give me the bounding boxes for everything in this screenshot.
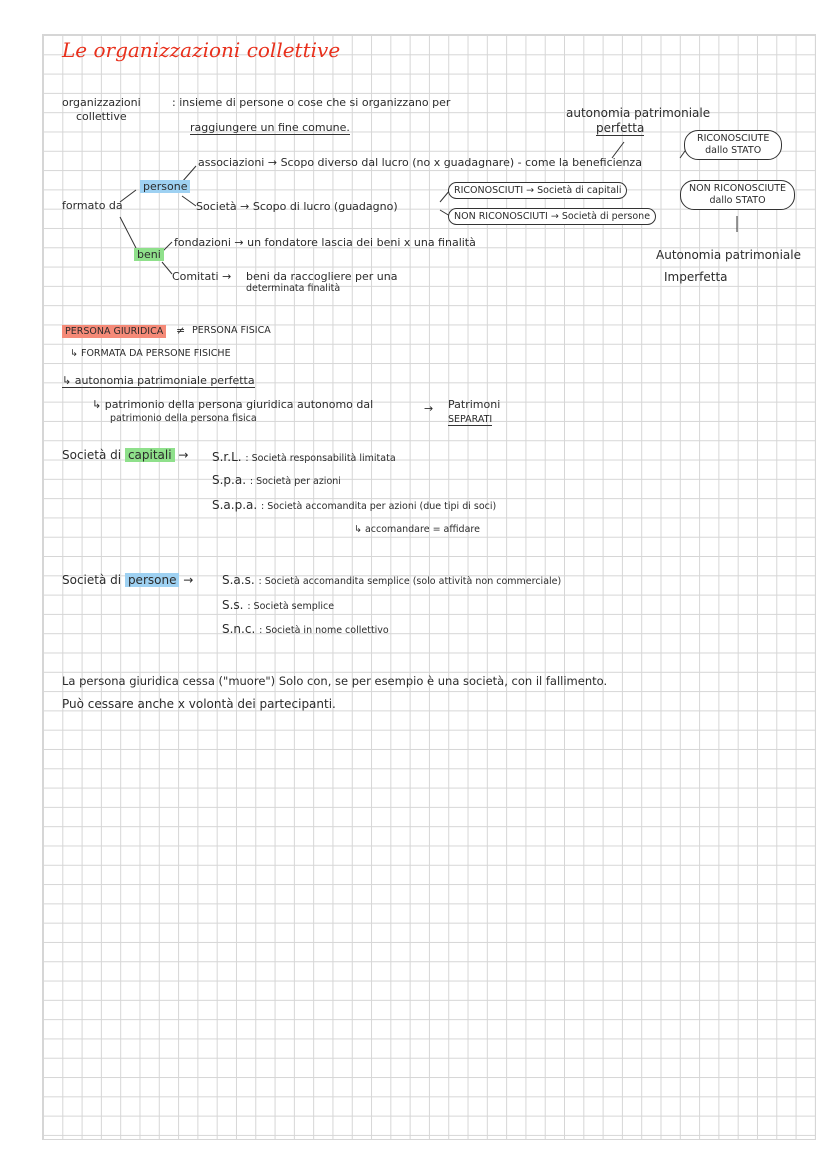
persone-item-1 (222, 573, 561, 587)
riconosciute-line2: dallo STATO (705, 145, 762, 156)
patrimoni-line1: Patrimoni (448, 398, 501, 411)
persone-item-1-abbr: S.a.s. (222, 573, 255, 587)
capitali-item-2-text: : Società per azioni (249, 476, 341, 487)
definition-text-line2: raggiungere un fine comune. (190, 121, 350, 134)
capitali-item-3 (212, 498, 496, 512)
definition-term-line2: collettive (76, 110, 127, 123)
comitati-text-line2: determinata finalità (246, 283, 341, 294)
definition-term-line1: organizzazioni (62, 96, 141, 109)
page-title: Le organizzazioni collettive (62, 38, 341, 62)
capitali-item-1-abbr: S.r.L. (212, 450, 242, 464)
riconosciuti-box: RICONOSCIUTI → Società di capitali (448, 182, 627, 199)
persone-arrow: → (183, 573, 194, 587)
patrimoni-arrow: → (424, 402, 434, 415)
formata-da-persone: ↳ FORMATA DA PERSONE FISICHE (70, 348, 231, 359)
capitali-arrow: → (178, 448, 189, 462)
capitali-item-3-text: : Società accomandita per azioni (due tipi di soci) (261, 501, 497, 512)
patrimonio-line2: patrimonio della persona fisica (110, 413, 257, 424)
capitali-highlight: capitali (125, 448, 175, 462)
fondazioni-text: fondazioni → un fondatore lascia dei beni x una finalità (174, 236, 476, 249)
non-riconosciuti-box: NON RICONOSCIUTI → Società di persone (448, 208, 656, 225)
persone-item-2-text: : Società semplice (247, 601, 335, 612)
persone-highlight: persone (125, 573, 180, 587)
definition-text-line1: : insieme di persone o cose che si organizzano per (172, 96, 451, 109)
persone-item-1-text: : Società accomandita semplice (solo attività non commerciale) (258, 576, 562, 587)
societa-persone-heading (62, 573, 193, 587)
autonomia-perfetta-note: ↳ autonomia patrimoniale perfetta (62, 374, 255, 387)
persone-item-3 (222, 622, 389, 636)
comitati-label: Comitati → (172, 270, 232, 283)
ending-line2: Può cessare anche x volontà dei partecipanti. (62, 697, 336, 711)
non-riconosciute-line2: dallo STATO (709, 195, 766, 206)
capitali-prefix: Società di (62, 448, 122, 462)
associazioni-text: associazioni → Scopo diverso dal lucro (no x guadagnare) - come la beneficienza (198, 156, 642, 169)
non-riconosciute-line1: NON RICONOSCIUTE (689, 183, 787, 194)
persone-item-2 (222, 598, 334, 612)
riconosciute-box (684, 130, 782, 160)
ending-line1: La persona giuridica cessa ("muore") Solo con, se per esempio è una società, con il fallimento. (62, 674, 608, 688)
capitali-item-3-abbr: S.a.p.a. (212, 498, 258, 512)
persone-item-3-text: : Società in nome collettivo (259, 625, 389, 636)
riconosciute-line1: RICONOSCIUTE (697, 133, 770, 144)
persone-prefix: Società di (62, 573, 122, 587)
persone-item-3-abbr: S.n.c. (222, 622, 256, 636)
persona-giuridica-label: PERSONA GIURIDICA (62, 325, 166, 338)
capitali-item-1-text: : Società responsabilità limitata (245, 453, 396, 464)
formato-da-label: formato da (62, 199, 123, 212)
autonomia-perfetta-line1: autonomia patrimoniale (566, 106, 711, 120)
persone-item-2-abbr: S.s. (222, 598, 244, 612)
capitali-item-2-abbr: S.p.a. (212, 473, 247, 487)
autonomia-imperfetta-line1: Autonomia patrimoniale (656, 248, 801, 262)
autonomia-perfetta-line2: perfetta (596, 121, 645, 135)
patrimonio-line1: ↳ patrimonio della persona giuridica autonomo dal (92, 398, 374, 411)
societa-text: Società → Scopo di lucro (guadagno) (196, 200, 398, 213)
non-riconosciute-box (680, 180, 795, 210)
persone-label: persone (140, 180, 190, 193)
beni-label: beni (134, 248, 164, 261)
persona-fisica-label: PERSONA FISICA (192, 325, 271, 336)
capitali-item-1 (212, 450, 396, 464)
patrimoni-line2: SEPARATI (448, 414, 493, 425)
accomandare-note: ↳ accomandare = affidare (354, 524, 480, 535)
societa-capitali-heading (62, 448, 188, 462)
capitali-item-2 (212, 473, 341, 487)
neq-sign: ≠ (176, 324, 186, 337)
comitati-text-line1: beni da raccogliere per una (246, 270, 398, 283)
autonomia-imperfetta-line2: Imperfetta (664, 270, 728, 284)
